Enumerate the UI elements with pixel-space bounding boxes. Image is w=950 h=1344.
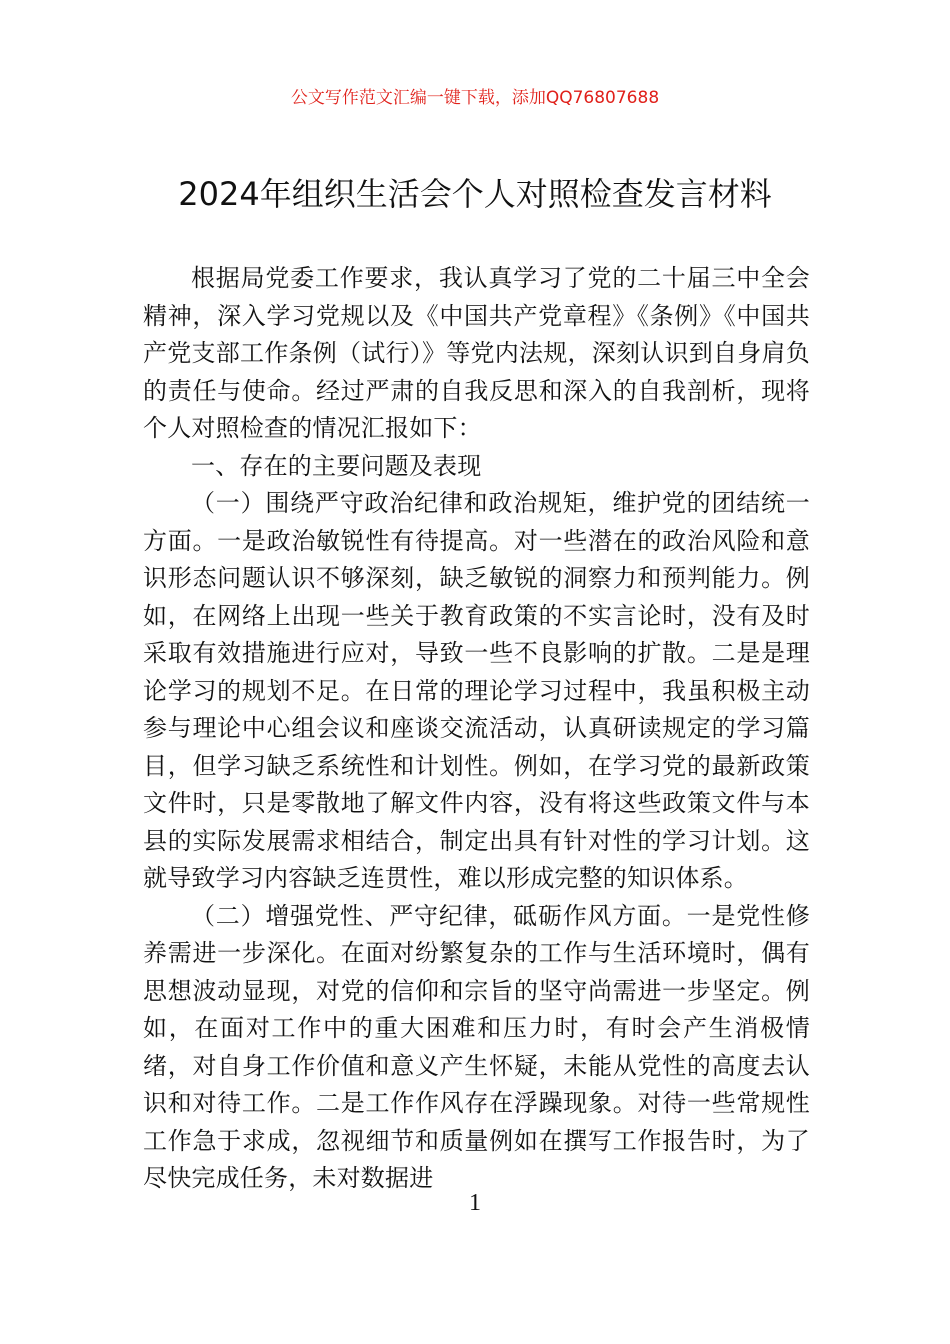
document-title: 2024年组织生活会个人对照检查发言材料	[178, 175, 772, 213]
section-heading-problems: 一、存在的主要问题及表现	[191, 451, 482, 480]
download-ad-banner: 公文写作范文汇编一键下载，添加QQ76807688	[290, 88, 660, 108]
paragraph-party-spirit: （二）增强党性、严守纪律，砥砺作风方面。一是党性修养需进一步深化。在面对纷繁复杂的工作与生活环境时，偶有思想波动显现，对党的信仰和宗旨的坚守尚需进一步坚定。例如，在面对工作中的重大困难和压力时，有时会产生消极情绪，对自身工作价值和意义产生怀疑，未能从党性的高度去认识和对待工作。二是工作作风存在浮躁现象。对待一些常规性工作急于求成，忽视细节和质量例如在撰写工作报告时，为了尽快完成任务，未对数据进	[143, 901, 810, 1192]
page-number: 1	[469, 1190, 481, 1216]
paragraph-intro: 根据局党委工作要求，我认真学习了党的二十届三中全会精神，深入学习党规以及《中国共产党章程》《条例》《中国共产党支部工作条例（试行）》等党内法规，深刻认识到自身肩负的责任与使命。经过严肃的自我反思和深入的自我剖析，现将个人对照检查的情况汇报如下：	[143, 264, 810, 442]
document-body	[143, 260, 810, 1198]
paragraph-political-discipline: （一）围绕严守政治纪律和政治规矩，维护党的团结统一方面。一是政治敏锐性有待提高。对一些潜在的政治风险和意识形态问题认识不够深刻，缺乏敏锐的洞察力和预判能力。例如，在网络上出现一些关于教育政策的不实言论时，没有及时采取有效措施进行应对，导致一些不良影响的扩散。二是是理论学习的规划不足。在日常的理论学习过程中，我虽积极主动参与理论中心组会议和座谈交流活动，认真研读规定的学习篇目，但学习缺乏系统性和计划性。例如，在学习党的最新政策文件时，只是零散地了解文件内容，没有将这些政策文件与本县的实际发展需求相结合，制定出具有针对性的学习计划。这就导致学习内容缺乏连贯性，难以形成完整的知识体系。	[143, 489, 810, 892]
